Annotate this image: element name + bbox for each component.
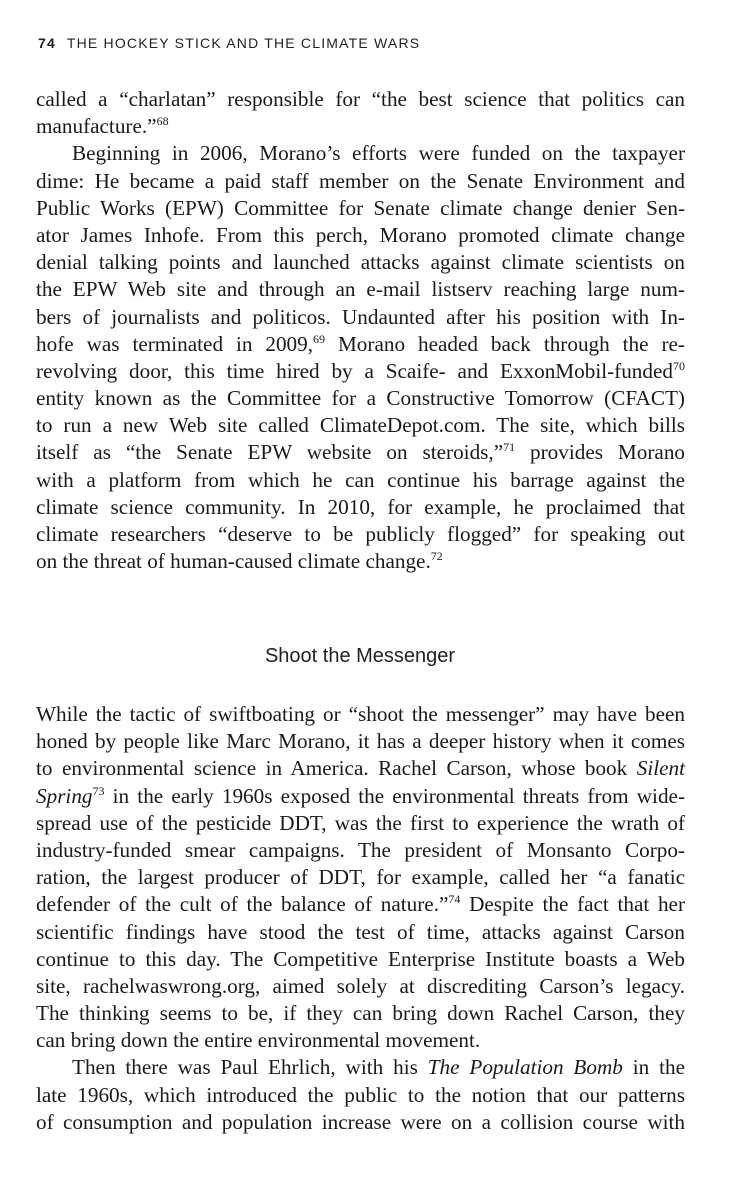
text-line [36, 783, 685, 810]
text-line [36, 358, 685, 385]
text-line: late 1960s, which introduced the public to the notion that our patterns [36, 1082, 685, 1107]
line-text: defender of the cult of the balance of nature.” [36, 892, 449, 917]
text-line [36, 439, 685, 466]
text-line: Beginning in 2006, Morano’s efforts were funded on the taxpayer [72, 141, 685, 166]
text-line: called a “charlatan” responsible for “the best science that politics can [36, 87, 685, 111]
text-line [36, 331, 685, 358]
text-line [36, 113, 685, 140]
text-line: dime: He became a paid staff member on the Senate Environment and [36, 168, 685, 193]
text-line: scientific findings have stood the test of time, attacks against Carson [36, 919, 685, 944]
footnote-ref: 72 [430, 549, 443, 564]
text-line: site, rachelwaswrong.org, aimed solely at discrediting Carson’s legacy. [36, 973, 685, 998]
text-line: can bring down the entire environmental movement. [36, 1028, 481, 1053]
text-line: denial talking points and launched attacks against climate scientists on [36, 250, 685, 275]
text-line [36, 1054, 685, 1081]
book-title-italic: Silent [636, 756, 685, 781]
text-line: honed by people like Marc Morano, it has a deeper history when it comes [36, 729, 685, 754]
running-title: THE HOCKEY STICK AND THE CLIMATE WARS [66, 35, 421, 51]
line-text: in the early 1960s exposed the environmental threats from wide- [104, 783, 685, 808]
footnote-ref: 74 [448, 892, 461, 907]
text-line: continue to this day. The Competitive Enterprise Institute boasts a Web [36, 946, 685, 971]
text-line: While the tactic of swiftboating or “shoot the messenger” may have been [36, 702, 685, 726]
book-title-italic: Spring [36, 783, 93, 808]
line-text: revolving door, this time hired by a Scaife- and ExxonMobil-funded [36, 358, 673, 383]
section1-paragraphs [36, 86, 685, 575]
text-line: to run a new Web site called ClimateDepot.com. The site, which bills [36, 413, 685, 438]
book-title-italic: The Population Bomb [427, 1055, 623, 1080]
line-text: Morano headed back through the re- [325, 331, 685, 356]
text-line: the EPW Web site and through an e-mail listserv reaching large num- [36, 277, 685, 302]
footnote-ref: 70 [673, 358, 685, 373]
page-number: 74 [38, 35, 56, 51]
line-text: to environmental science in America. Rachel Carson, whose book [36, 756, 637, 781]
text-line: Public Works (EPW) Committee for Senate climate change denier Sen- [36, 195, 685, 220]
footnote-ref: 73 [92, 783, 105, 798]
line-text: on the threat of human-caused climate change. [36, 549, 431, 574]
line-text: Despite the fact that her [460, 892, 686, 917]
section2-paragraphs [36, 701, 685, 1136]
text-line: climate science community. In 2010, for example, he proclaimed that [36, 494, 685, 519]
footnote-ref: 71 [503, 440, 516, 455]
line-text: Then there was Paul Ehrlich, with his [72, 1055, 428, 1080]
section-heading: Shoot the Messenger [264, 645, 456, 667]
line-text: hofe was terminated in 2009, [36, 331, 314, 356]
line-text: in the [622, 1055, 685, 1080]
line-text: itself as “the Senate EPW website on steroids,” [36, 440, 504, 465]
text-line [36, 548, 685, 575]
text-line: spread use of the pesticide DDT, was the first to experience the wrath of [36, 810, 685, 835]
text-line [36, 755, 685, 782]
text-line: bers of journalists and politicos. Undaunted after his position with In- [36, 304, 685, 329]
line-text: manufacture.” [36, 114, 157, 139]
text-line: of consumption and population increase were on a collision course with [36, 1109, 685, 1134]
text-line: climate researchers “deserve to be publicly flogged” for speaking out [36, 522, 685, 546]
running-head [38, 35, 420, 51]
text-line: entity known as the Committee for a Constructive Tomorrow (CFACT) [36, 386, 685, 411]
line-text: provides Morano [515, 440, 686, 465]
text-line: industry-funded smear campaigns. The president of Monsanto Corpo- [36, 837, 685, 862]
footnote-ref: 68 [156, 114, 169, 129]
text-line: ration, the largest producer of DDT, for example, called her “a fanatic [36, 865, 685, 890]
text-line: The thinking seems to be, if they can bring down Rachel Carson, they [36, 1001, 685, 1026]
footnote-ref: 69 [313, 331, 326, 346]
text-line: with a platform from which he can continue his barrage against the [36, 467, 685, 492]
text-line: ator James Inhofe. From this perch, Morano promoted climate change [36, 222, 685, 247]
text-line [36, 891, 685, 918]
